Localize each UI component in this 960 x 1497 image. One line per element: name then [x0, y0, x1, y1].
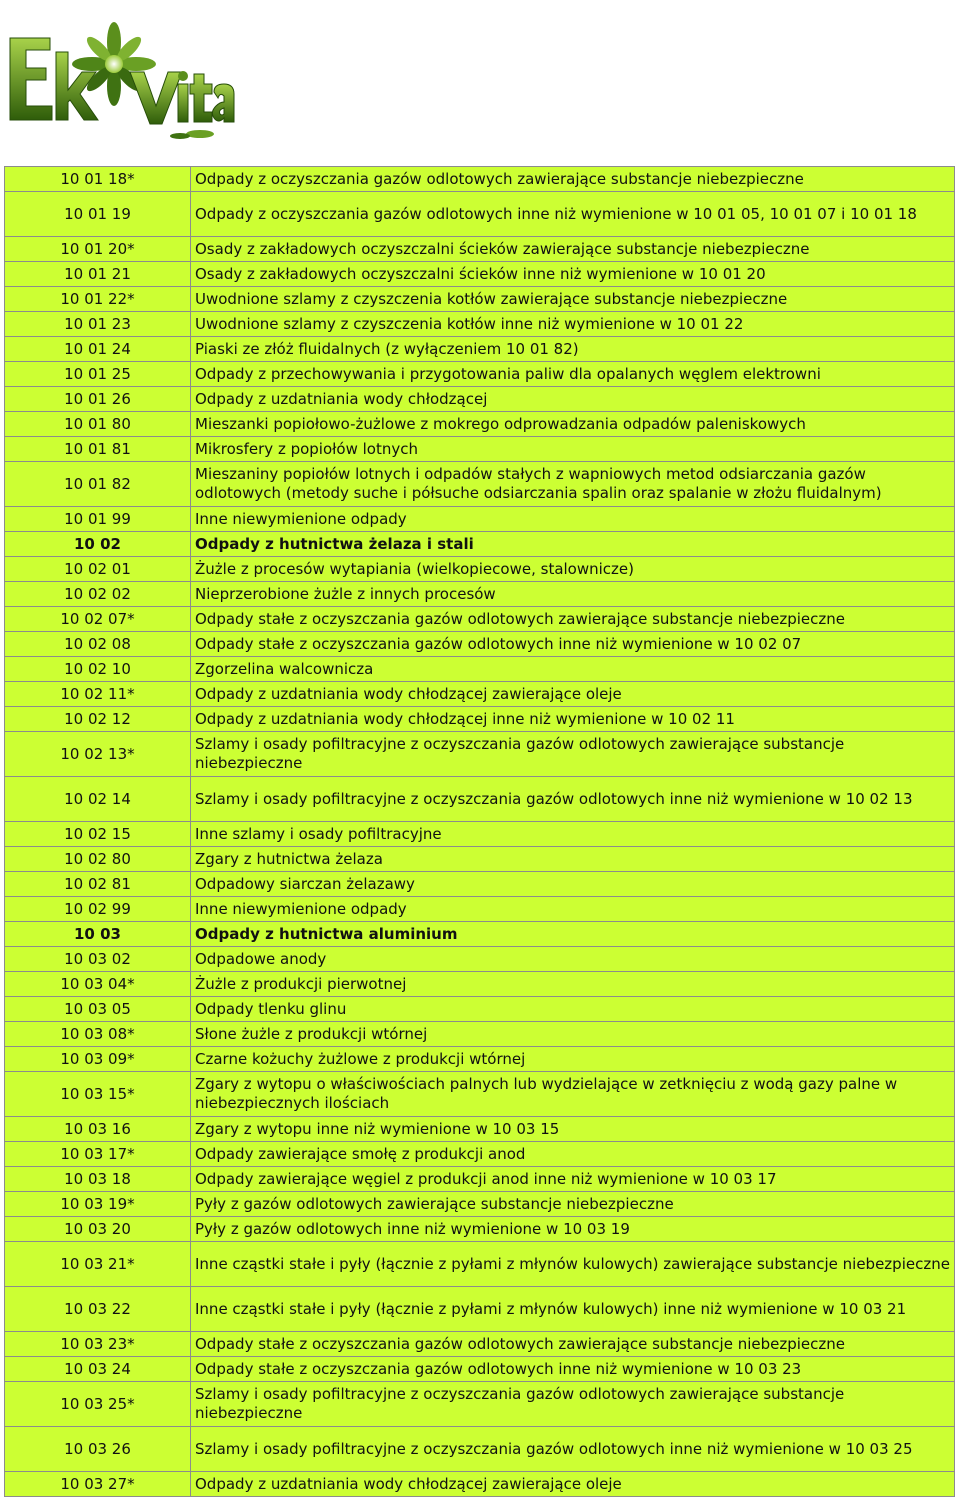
waste-description-cell: Szlamy i osady pofiltracyjne z oczyszczania gazów odlotowych zawierające substancje niebezpieczne: [191, 732, 955, 777]
waste-description-cell: Inne cząstki stałe i pyły (łącznie z pyłami z młynów kulowych) zawierające substancje niebezpieczne: [191, 1242, 955, 1287]
table-row: [5, 507, 955, 532]
waste-code-cell: 10 01 25: [5, 362, 191, 387]
waste-code-cell: 10 02 13*: [5, 732, 191, 777]
table-row: [5, 237, 955, 262]
waste-code-cell: 10 01 26: [5, 387, 191, 412]
waste-code-cell: 10 01 80: [5, 412, 191, 437]
waste-description-cell: Nieprzerobione żużle z innych procesów: [191, 582, 955, 607]
waste-code-cell: 10 01 22*: [5, 287, 191, 312]
table-row: [5, 1117, 955, 1142]
waste-code-cell: 10 03 02: [5, 947, 191, 972]
waste-code-cell: 10 01 82: [5, 462, 191, 507]
waste-code-cell: 10 03 21*: [5, 1242, 191, 1287]
waste-code-cell: 10 02 14: [5, 777, 191, 822]
waste-description-cell: Żużle z produkcji pierwotnej: [191, 972, 955, 997]
table-row: [5, 167, 955, 192]
waste-code-cell: 10 01 23: [5, 312, 191, 337]
waste-description-cell: Osady z zakładowych oczyszczalni ścieków zawierające substancje niebezpieczne: [191, 237, 955, 262]
table-row: [5, 1217, 955, 1242]
waste-description-cell: Odpady zawierające smołę z produkcji anod: [191, 1142, 955, 1167]
waste-description-cell: Mieszaniny popiołów lotnych i odpadów stałych z wapniowych metod odsiarczania gazów odlotowych (metody suche i półsuche odsiarczania spalin oraz spalanie w złożu fluidalnym): [191, 462, 955, 507]
waste-description-cell: Inne cząstki stałe i pyły (łącznie z pyłami z młynów kulowych) inne niż wymienione w 10 03 21: [191, 1287, 955, 1332]
waste-code-cell: 10 02 99: [5, 897, 191, 922]
waste-code-cell: 10 03 16: [5, 1117, 191, 1142]
waste-description-cell: Szlamy i osady pofiltracyjne z oczyszczania gazów odlotowych inne niż wymienione w 10 02 13: [191, 777, 955, 822]
table-row: [5, 192, 955, 237]
waste-code-cell: 10 01 99: [5, 507, 191, 532]
waste-code-cell: 10 01 18*: [5, 167, 191, 192]
waste-description-cell: Zgary z wytopu inne niż wymienione w 10 03 15: [191, 1117, 955, 1142]
table-row: [5, 1142, 955, 1167]
table-row: [5, 847, 955, 872]
waste-description-cell: Mieszanki popiołowo-żużlowe z mokrego odprowadzania odpadów paleniskowych: [191, 412, 955, 437]
waste-code-cell: 10 03 24: [5, 1357, 191, 1382]
table-row: [5, 1192, 955, 1217]
waste-description-cell: Zgary z wytopu o właściwościach palnych lub wydzielające w zetknięciu z wodą gazy palne w niebezpiecznych ilościach: [191, 1072, 955, 1117]
table-row: [5, 1472, 955, 1497]
section-heading-row: [5, 922, 955, 947]
table-row: [5, 682, 955, 707]
table-row: [5, 657, 955, 682]
waste-code-cell: 10 03 27*: [5, 1472, 191, 1497]
table-row: [5, 707, 955, 732]
waste-description-cell: Żużle z procesów wytapiania (wielkopiecowe, stalownicze): [191, 557, 955, 582]
waste-description-cell: Odpady z oczyszczania gazów odlotowych inne niż wymienione w 10 01 05, 10 01 07 i 10 01 18: [191, 192, 955, 237]
waste-description-cell: Odpady z uzdatniania wody chłodzącej inne niż wymienione w 10 02 11: [191, 707, 955, 732]
table-row: [5, 947, 955, 972]
waste-description-cell: Zgary z hutnictwa żelaza: [191, 847, 955, 872]
waste-description-cell: Odpady stałe z oczyszczania gazów odlotowych zawierające substancje niebezpieczne: [191, 1332, 955, 1357]
waste-code-cell: 10 03 25*: [5, 1382, 191, 1427]
waste-code-cell: 10 02: [5, 532, 191, 557]
table-row: [5, 897, 955, 922]
waste-description-cell: Odpady zawierające węgiel z produkcji anod inne niż wymienione w 10 03 17: [191, 1167, 955, 1192]
table-row: [5, 822, 955, 847]
waste-code-cell: 10 01 81: [5, 437, 191, 462]
table-row: [5, 412, 955, 437]
waste-description-cell: Odpady z oczyszczania gazów odlotowych zawierające substancje niebezpieczne: [191, 167, 955, 192]
waste-description-cell: Piaski ze złóż fluidalnych (z wyłączeniem 10 01 82): [191, 337, 955, 362]
table-row: [5, 872, 955, 897]
waste-code-cell: 10 02 07*: [5, 607, 191, 632]
waste-code-cell: 10 01 20*: [5, 237, 191, 262]
table-row: [5, 557, 955, 582]
table-row: [5, 1287, 955, 1332]
waste-code-cell: 10 03: [5, 922, 191, 947]
table-row: [5, 1427, 955, 1472]
table-row: [5, 732, 955, 777]
waste-table-body: [5, 167, 955, 1497]
table-row: [5, 607, 955, 632]
waste-code-cell: 10 03 09*: [5, 1047, 191, 1072]
waste-code-cell: 10 03 05: [5, 997, 191, 1022]
waste-code-cell: 10 03 23*: [5, 1332, 191, 1357]
waste-code-cell: 10 03 20: [5, 1217, 191, 1242]
waste-description-cell: Pyły z gazów odlotowych zawierające substancje niebezpieczne: [191, 1192, 955, 1217]
waste-description-cell: Odpadowe anody: [191, 947, 955, 972]
waste-code-cell: 10 03 17*: [5, 1142, 191, 1167]
table-row: [5, 1047, 955, 1072]
table-row: [5, 312, 955, 337]
table-row: [5, 997, 955, 1022]
waste-description-cell: Odpady z uzdatniania wody chłodzącej zawierające oleje: [191, 682, 955, 707]
waste-description-cell: Odpady z hutnictwa aluminium: [191, 922, 955, 947]
waste-code-cell: 10 01 21: [5, 262, 191, 287]
waste-description-cell: Słone żużle z produkcji wtórnej: [191, 1022, 955, 1047]
waste-description-cell: Uwodnione szlamy z czyszczenia kotłów inne niż wymienione w 10 01 22: [191, 312, 955, 337]
table-row: [5, 1357, 955, 1382]
waste-code-cell: 10 03 19*: [5, 1192, 191, 1217]
table-row: [5, 1242, 955, 1287]
waste-code-cell: 10 02 10: [5, 657, 191, 682]
table-row: [5, 632, 955, 657]
waste-description-cell: Czarne kożuchy żużlowe z produkcji wtórnej: [191, 1047, 955, 1072]
table-row: [5, 1022, 955, 1047]
table-row: [5, 262, 955, 287]
waste-code-cell: 10 02 02: [5, 582, 191, 607]
table-row: [5, 1332, 955, 1357]
waste-description-cell: Odpady z uzdatniania wody chłodzącej zawierające oleje: [191, 1472, 955, 1497]
waste-code-cell: 10 02 08: [5, 632, 191, 657]
waste-code-cell: 10 02 11*: [5, 682, 191, 707]
waste-description-cell: Odpady z hutnictwa żelaza i stali: [191, 532, 955, 557]
waste-table: [4, 166, 955, 1497]
table-row: [5, 972, 955, 997]
waste-description-cell: Odpady z uzdatniania wody chłodzącej: [191, 387, 955, 412]
waste-description-cell: Szlamy i osady pofiltracyjne z oczyszczania gazów odlotowych zawierające substancje niebezpieczne: [191, 1382, 955, 1427]
waste-description-cell: Odpadowy siarczan żelazawy: [191, 872, 955, 897]
waste-description-cell: Uwodnione szlamy z czyszczenia kotłów zawierające substancje niebezpieczne: [191, 287, 955, 312]
waste-code-cell: 10 03 04*: [5, 972, 191, 997]
waste-description-cell: Pyły z gazów odlotowych inne niż wymienione w 10 03 19: [191, 1217, 955, 1242]
waste-code-cell: 10 03 08*: [5, 1022, 191, 1047]
table-row: [5, 1167, 955, 1192]
waste-code-cell: 10 01 19: [5, 192, 191, 237]
waste-code-cell: 10 02 80: [5, 847, 191, 872]
waste-code-cell: 10 03 15*: [5, 1072, 191, 1117]
table-row: [5, 387, 955, 412]
waste-code-cell: 10 02 81: [5, 872, 191, 897]
waste-description-cell: Odpady stałe z oczyszczania gazów odlotowych zawierające substancje niebezpieczne: [191, 607, 955, 632]
table-row: [5, 582, 955, 607]
table-row: [5, 437, 955, 462]
table-row: [5, 777, 955, 822]
table-row: [5, 1072, 955, 1117]
waste-description-cell: Zgorzelina walcownicza: [191, 657, 955, 682]
waste-description-cell: Mikrosfery z popiołów lotnych: [191, 437, 955, 462]
waste-code-cell: 10 02 01: [5, 557, 191, 582]
table-row: [5, 287, 955, 312]
table-row: [5, 1382, 955, 1427]
waste-description-cell: Inne szlamy i osady pofiltracyjne: [191, 822, 955, 847]
waste-code-cell: 10 02 12: [5, 707, 191, 732]
waste-description-cell: Odpady z przechowywania i przygotowania paliw dla opalanych węglem elektrowni: [191, 362, 955, 387]
waste-code-table: [4, 166, 954, 1497]
waste-code-cell: 10 01 24: [5, 337, 191, 362]
section-heading-row: [5, 532, 955, 557]
table-row: [5, 362, 955, 387]
table-row: [5, 337, 955, 362]
waste-description-cell: Osady z zakładowych oczyszczalni ścieków inne niż wymienione w 10 01 20: [191, 262, 955, 287]
waste-code-cell: 10 02 15: [5, 822, 191, 847]
waste-description-cell: Inne niewymienione odpady: [191, 897, 955, 922]
waste-description-cell: Odpady tlenku glinu: [191, 997, 955, 1022]
waste-code-cell: 10 03 18: [5, 1167, 191, 1192]
ekovita-logo: [4, 2, 236, 144]
table-row: [5, 462, 955, 507]
waste-description-cell: Odpady stałe z oczyszczania gazów odlotowych inne niż wymienione w 10 03 23: [191, 1357, 955, 1382]
waste-description-cell: Odpady stałe z oczyszczania gazów odlotowych inne niż wymienione w 10 02 07: [191, 632, 955, 657]
waste-description-cell: Szlamy i osady pofiltracyjne z oczyszczania gazów odlotowych inne niż wymienione w 10 03 25: [191, 1427, 955, 1472]
ekovita-logo-graphic: [4, 2, 236, 144]
waste-code-cell: 10 03 26: [5, 1427, 191, 1472]
waste-description-cell: Inne niewymienione odpady: [191, 507, 955, 532]
waste-code-cell: 10 03 22: [5, 1287, 191, 1332]
